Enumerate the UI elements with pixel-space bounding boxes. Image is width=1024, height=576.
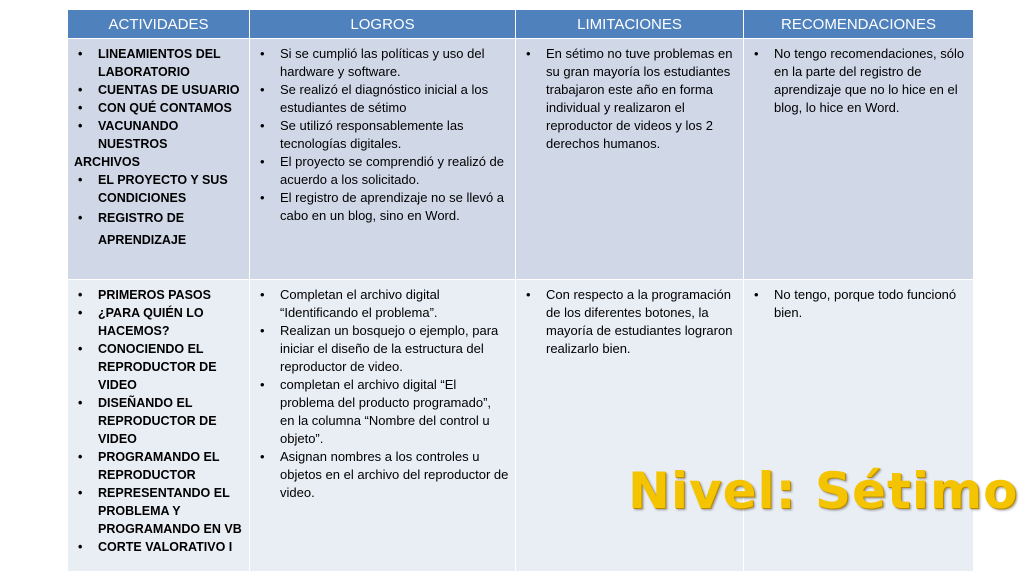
table-row	[68, 39, 974, 280]
slide-title: Nivel: Sétimo	[628, 462, 1019, 520]
list-item: • Completan el archivo digital “Identificando el problema”.	[256, 286, 509, 322]
list-item: • Si se cumplió las políticas y uso del hardware y software.	[256, 45, 509, 81]
list-item: • PRIMEROS PASOS	[74, 286, 243, 304]
cell-recomendaciones	[744, 280, 974, 572]
list-item: • CORTE VALORATIVO I	[74, 538, 243, 556]
list-item: • DISEÑANDO EL REPRODUCTOR DE VIDEO	[74, 394, 243, 448]
list-item: • EL PROYECTO Y SUS CONDICIONES	[74, 171, 243, 207]
list-item: • No tengo recomendaciones, sólo en la parte del registro de aprendizaje que no lo hice en el blog, lo hice en Word.	[750, 45, 967, 117]
cell-limitaciones	[516, 39, 744, 280]
list-item: • Realizan un bosquejo o ejemplo, para iniciar el diseño de la estructura del reproductor de video.	[256, 322, 509, 376]
cell-recomendaciones	[744, 39, 974, 280]
cell-actividades	[68, 280, 250, 572]
list-item: • No tengo, porque todo funcionó bien.	[750, 286, 967, 322]
header-limitaciones: LIMITACIONES	[516, 10, 744, 39]
list-item: • REGISTRO DE APRENDIZAJE	[74, 207, 243, 251]
list-item: • Se utilizó responsablemente las tecnologías digitales.	[256, 117, 509, 153]
list-item: • PROGRAMANDO EL REPRODUCTOR	[74, 448, 243, 484]
cell-actividades	[68, 39, 250, 280]
list-item: • VACUNANDO NUESTROS	[74, 117, 243, 153]
list-item: • CONOCIENDO EL REPRODUCTOR DE VIDEO	[74, 340, 243, 394]
cell-logros	[250, 39, 516, 280]
list-item: • LINEAMIENTOS DEL LABORATORIO	[74, 45, 243, 81]
list-item: • ¿PARA QUIÉN LO HACEMOS?	[74, 304, 243, 340]
list-item: • Con respecto a la programación de los diferentes botones, la mayoría de estudiantes lograron realizarlo bien.	[522, 286, 737, 358]
list-item: • CUENTAS DE USUARIO	[74, 81, 243, 99]
list-item: • El registro de aprendizaje no se llevó a cabo en un blog, sino en Word.	[256, 189, 509, 225]
list-item: • Se realizó el diagnóstico inicial a los estudiantes de sétimo	[256, 81, 509, 117]
header-logros: LOGROS	[250, 10, 516, 39]
table-row	[68, 280, 974, 572]
table-header-row	[68, 10, 974, 39]
header-recomendaciones: RECOMENDACIONES	[744, 10, 974, 39]
list-item: • CON QUÉ CONTAMOS	[74, 99, 243, 117]
cell-limitaciones	[516, 280, 744, 572]
list-item: • REPRESENTANDO EL PROBLEMA Y PROGRAMANDO EN VB	[74, 484, 243, 538]
list-item: • completan el archivo digital “El problema del producto programado”, en la columna “Nombre del control u objeto”.	[256, 376, 509, 448]
header-actividades: ACTIVIDADES	[68, 10, 250, 39]
cell-logros	[250, 280, 516, 572]
list-item: • Asignan nombres a los controles u objetos en el archivo del reproductor de video.	[256, 448, 509, 502]
list-item: • En sétimo no tuve problemas en su gran mayoría los estudiantes trabajaron este año en forma individual y realizaron el reproductor de videos y los 2 derechos humanos.	[522, 45, 737, 153]
list-item: ARCHIVOS	[74, 155, 140, 169]
list-item: • El proyecto se comprendió y realizó de acuerdo a los solicitado.	[256, 153, 509, 189]
